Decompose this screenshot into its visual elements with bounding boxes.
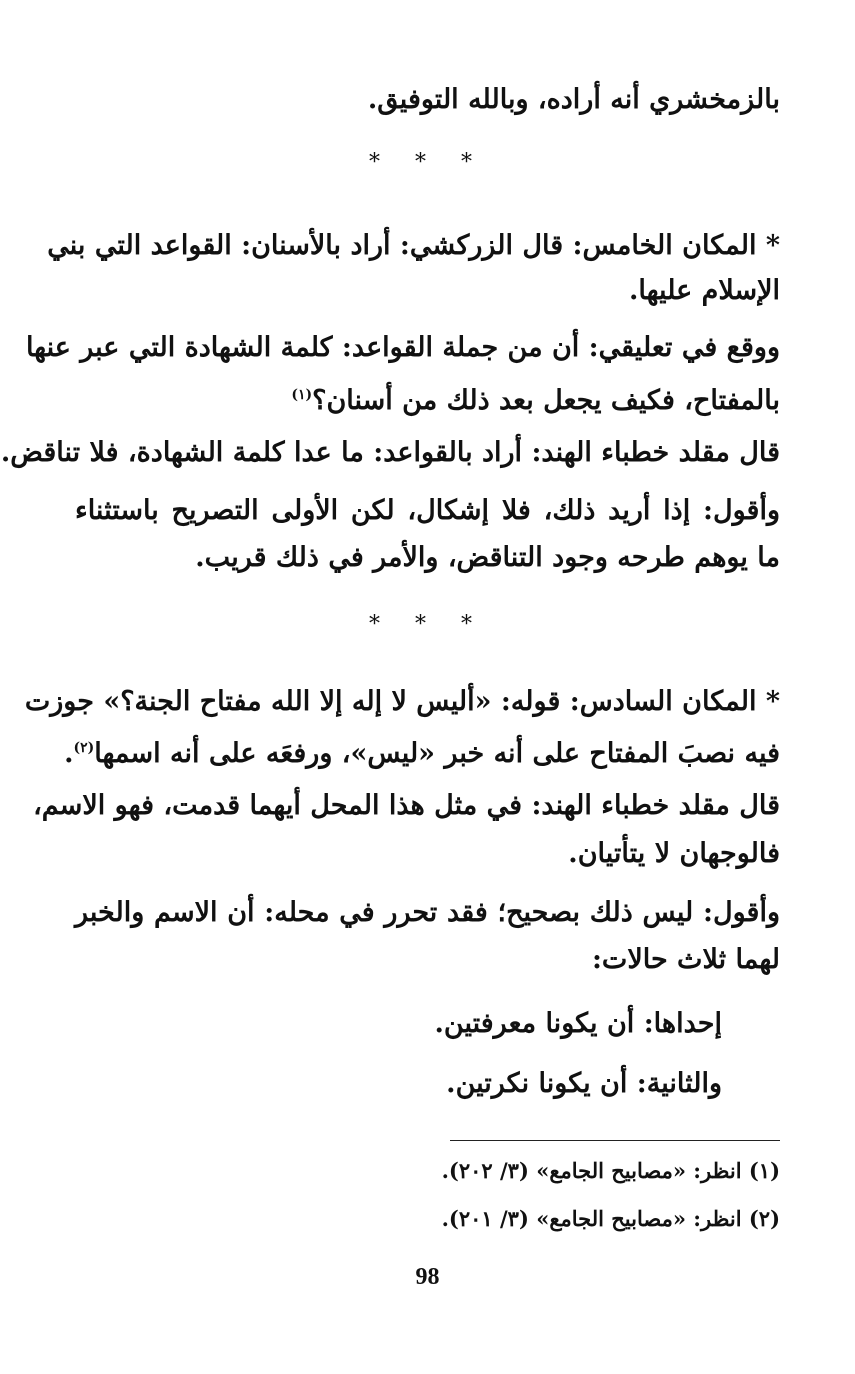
text-line-14: لهما ثلاث حالات: [591, 944, 780, 975]
text-line-10-end: . [64, 738, 74, 769]
footnote-marker-1: (١) [291, 387, 313, 403]
footnote-2: (٢) انظر: «مصابيح الجامع» (٣/ ٢٠١). [441, 1206, 780, 1231]
text-line-5-body: بالمفتاح، فكيف يجعل بعد ذلك من أسنان؟ [312, 385, 780, 416]
text-line-8: ما يوهم طرحه وجود التناقض، والأمر في ذلك قريب. [195, 542, 780, 573]
page-number: 98 [415, 1264, 440, 1290]
section-divider-1: * * * [369, 150, 486, 175]
text-line-4: ووقع في تعليقي: أن من جملة القواعد: كلمة الشهادة التي عبر عنها [25, 332, 780, 363]
text-line-13: وأقول: ليس ذلك بصحيح؛ فقد تحرر في محله: أن الاسم والخبر [75, 897, 780, 928]
text-line-10 [64, 728, 780, 774]
text-line-5 [75, 375, 780, 421]
section-divider-2: * * * [369, 612, 486, 637]
footnote-separator [450, 1140, 780, 1141]
text-line-10-body: فيه نصبَ المفتاح على أنه خبر «ليس»، ورفعَه على أنه اسمها [94, 738, 780, 769]
footnote-1: (١) انظر: «مصابيح الجامع» (٣/ ٢٠٢). [441, 1158, 780, 1183]
text-line-1: بالزمخشري أنه أراده، وبالله التوفيق. [367, 84, 780, 115]
text-line-6: قال مقلد خطباء الهند: أراد بالقواعد: ما عدا كلمة الشهادة، فلا تناقض. [0, 437, 780, 468]
list-item-2: والثانية: أن يكونا نكرتين. [446, 1068, 722, 1099]
text-line-7: وأقول: إذا أريد ذلك، فلا إشكال، لكن الأولى التصريح باستثناء [75, 495, 780, 526]
text-line-3: الإسلام عليها. [628, 275, 780, 306]
text-line-12: فالوجهان لا يتأتيان. [568, 838, 780, 869]
text-line-11: قال مقلد خطباء الهند: في مثل هذا المحل أيهما قدمت، فهو الاسم، [33, 790, 780, 821]
list-item-1: إحداها: أن يكونا معرفتين. [434, 1008, 722, 1039]
text-line-2: * المكان الخامس: قال الزركشي: أراد بالأسنان: القواعد التي بني [47, 230, 780, 261]
text-line-9: * المكان السادس: قوله: «أليس لا إله إلا الله مفتاح الجنة؟» جوزت [24, 686, 780, 717]
footnote-marker-2: (٢) [73, 740, 95, 756]
